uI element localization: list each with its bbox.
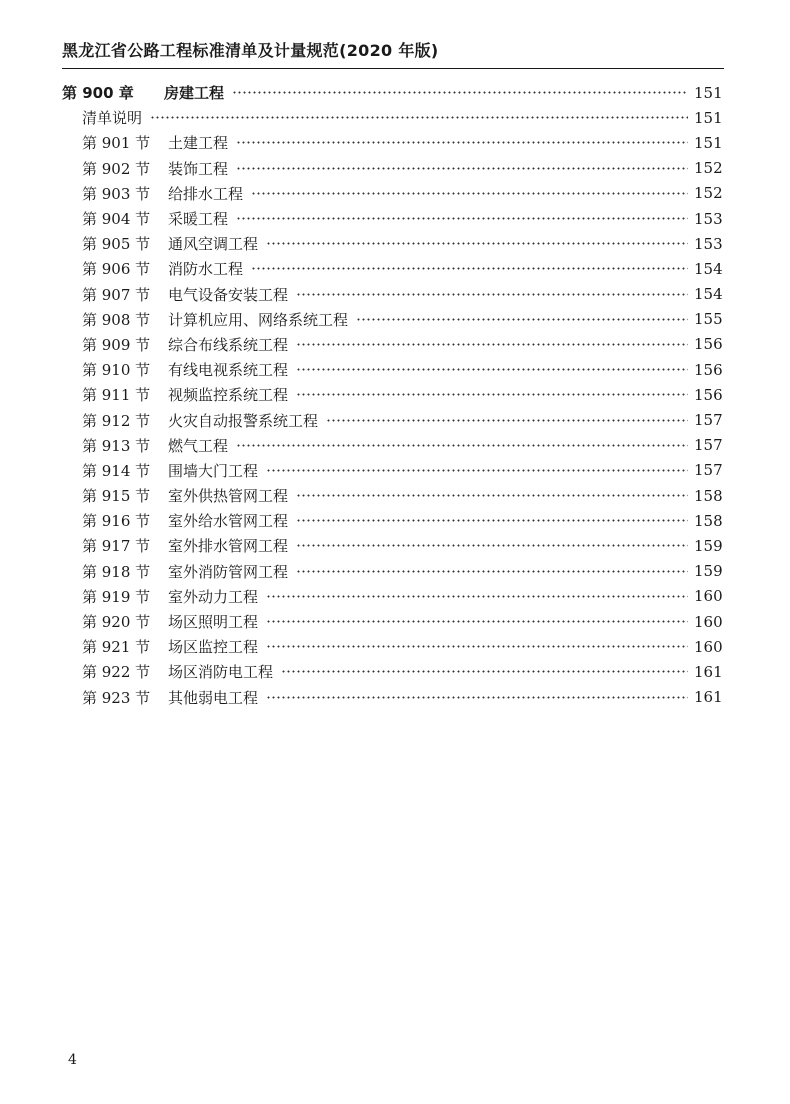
section-number: 第 921 节: [82, 638, 151, 657]
dot-leader: [296, 488, 688, 503]
section-title: 计算机应用、网络系统工程: [168, 310, 349, 329]
toc-section-row[interactable]: [62, 357, 722, 382]
dot-leader: [296, 387, 688, 402]
section-title: 场区照明工程: [168, 613, 259, 632]
section-number: 第 907 节: [82, 285, 151, 304]
section-page-number: 155: [694, 310, 723, 329]
section-number: 第 901 节: [82, 134, 151, 153]
toc-chapter-row[interactable]: [62, 80, 722, 105]
section-page-number: 160: [694, 612, 723, 631]
dot-leader: [356, 312, 688, 327]
header-rule: [62, 68, 724, 69]
dot-leader: [266, 614, 688, 629]
section-title: 场区消防电工程: [168, 663, 274, 682]
toc-section-row[interactable]: [62, 685, 722, 710]
section-number: 第 922 节: [82, 663, 151, 682]
section-page-number: 158: [694, 511, 723, 530]
section-page-number: 161: [694, 662, 723, 681]
section-page-number: 156: [694, 385, 723, 404]
running-header: 黑龙江省公路工程标准清单及计量规范(2020 年版): [62, 41, 439, 60]
dot-leader: [296, 564, 688, 579]
section-number: 第 905 节: [82, 235, 151, 254]
dot-leader: [236, 135, 688, 150]
page-number: 4: [68, 1052, 77, 1068]
chapter-title: 房建工程: [164, 84, 225, 103]
section-page-number: 153: [694, 234, 723, 253]
section-page-number: 158: [694, 486, 723, 505]
section-title: 室外供热管网工程: [168, 487, 289, 506]
section-number: 第 904 节: [82, 210, 151, 229]
section-title: 燃气工程: [168, 436, 229, 455]
section-page-number: 159: [694, 562, 723, 581]
section-number: 第 916 节: [82, 512, 151, 531]
dot-leader: [236, 161, 688, 176]
section-number: 第 913 节: [82, 436, 151, 455]
section-title: 有线电视系统工程: [168, 361, 289, 380]
section-page-number: 156: [694, 335, 723, 354]
toc-section-row[interactable]: [62, 282, 722, 307]
section-page-number: 152: [694, 184, 723, 203]
section-title: 电气设备安装工程: [168, 285, 289, 304]
section-title: 消防水工程: [168, 260, 244, 279]
toc-section-row[interactable]: [62, 307, 722, 332]
toc-section-row[interactable]: [62, 533, 722, 558]
toc-section-row[interactable]: [62, 231, 722, 256]
dot-leader: [266, 639, 688, 654]
section-title: 场区监控工程: [168, 638, 259, 657]
section-number: 第 923 节: [82, 688, 151, 707]
dot-leader: [281, 664, 688, 679]
dot-leader: [296, 513, 688, 528]
section-number: 第 917 节: [82, 537, 151, 556]
toc-section-row[interactable]: [62, 156, 722, 181]
section-page-number: 159: [694, 536, 723, 555]
section-number: 第 915 节: [82, 487, 151, 506]
toc-section-row[interactable]: [62, 559, 722, 584]
section-number: 第 910 节: [82, 361, 151, 380]
section-title: 通风空调工程: [168, 235, 259, 254]
section-page-number: 153: [694, 209, 723, 228]
dot-leader: [236, 211, 688, 226]
dot-leader: [251, 186, 688, 201]
section-title: 其他弱电工程: [168, 688, 259, 707]
dot-leader: [296, 287, 688, 302]
dot-leader: [266, 463, 688, 478]
section-number: 第 918 节: [82, 562, 151, 581]
dot-leader: [266, 690, 688, 705]
toc-section-row[interactable]: [62, 256, 722, 281]
section-title: 室外排水管网工程: [168, 537, 289, 556]
toc-section-row[interactable]: [62, 181, 722, 206]
toc-section-row[interactable]: [62, 206, 722, 231]
section-number: 第 914 节: [82, 461, 151, 480]
chapter-number: 第 900 章: [62, 84, 134, 103]
toc-section-row[interactable]: [62, 584, 722, 609]
section-title: 室外动力工程: [168, 587, 259, 606]
section-number: 第 902 节: [82, 159, 151, 178]
section-page-number: 160: [694, 587, 723, 606]
section-title: 综合布线系统工程: [168, 335, 289, 354]
toc-section-row[interactable]: [62, 332, 722, 357]
section-page-number: 152: [694, 159, 723, 178]
dot-leader: [266, 236, 688, 251]
section-page-number: 157: [694, 436, 723, 455]
dot-leader: [232, 85, 688, 100]
toc-section-row[interactable]: [62, 634, 722, 659]
toc-section-row[interactable]: [62, 483, 722, 508]
section-page-number: 154: [694, 259, 723, 278]
toc-section-row[interactable]: [62, 130, 722, 155]
intro-page-number: 151: [694, 108, 723, 127]
intro-title: 清单说明: [82, 109, 143, 128]
toc-intro-row[interactable]: [62, 105, 722, 130]
section-title: 给排水工程: [168, 184, 244, 203]
section-number: 第 920 节: [82, 613, 151, 632]
section-number: 第 912 节: [82, 411, 151, 430]
toc-section-row[interactable]: [62, 458, 722, 483]
section-number: 第 909 节: [82, 335, 151, 354]
section-number: 第 906 节: [82, 260, 151, 279]
section-title: 火灾自动报警系统工程: [168, 411, 319, 430]
section-title: 室外给水管网工程: [168, 512, 289, 531]
dot-leader: [266, 589, 688, 604]
section-list: [62, 130, 722, 709]
section-page-number: 154: [694, 285, 723, 304]
section-number: 第 908 节: [82, 310, 151, 329]
toc-section-row[interactable]: [62, 382, 722, 407]
section-number: 第 911 节: [82, 386, 151, 405]
dot-leader: [296, 538, 688, 553]
section-page-number: 160: [694, 637, 723, 656]
section-title: 土建工程: [168, 134, 229, 153]
section-number: 第 903 节: [82, 184, 151, 203]
section-page-number: 151: [694, 133, 723, 152]
section-page-number: 157: [694, 411, 723, 430]
toc-section-row[interactable]: [62, 609, 722, 634]
dot-leader: [236, 438, 688, 453]
toc-section-row[interactable]: [62, 433, 722, 458]
section-page-number: 156: [694, 360, 723, 379]
section-title: 视频监控系统工程: [168, 386, 289, 405]
toc-section-row[interactable]: [62, 407, 722, 432]
table-of-contents: [62, 80, 722, 710]
section-title: 采暖工程: [168, 210, 229, 229]
section-title: 装饰工程: [168, 159, 229, 178]
dot-leader: [296, 362, 688, 377]
section-title: 室外消防管网工程: [168, 562, 289, 581]
section-title: 围墙大门工程: [168, 461, 259, 480]
section-page-number: 157: [694, 461, 723, 480]
dot-leader: [326, 413, 688, 428]
chapter-page-number: 151: [694, 83, 723, 102]
section-number: 第 919 节: [82, 587, 151, 606]
dot-leader: [296, 337, 688, 352]
dot-leader: [150, 110, 688, 125]
toc-section-row[interactable]: [62, 508, 722, 533]
toc-section-row[interactable]: [62, 659, 722, 684]
dot-leader: [251, 261, 688, 276]
section-page-number: 161: [694, 688, 723, 707]
